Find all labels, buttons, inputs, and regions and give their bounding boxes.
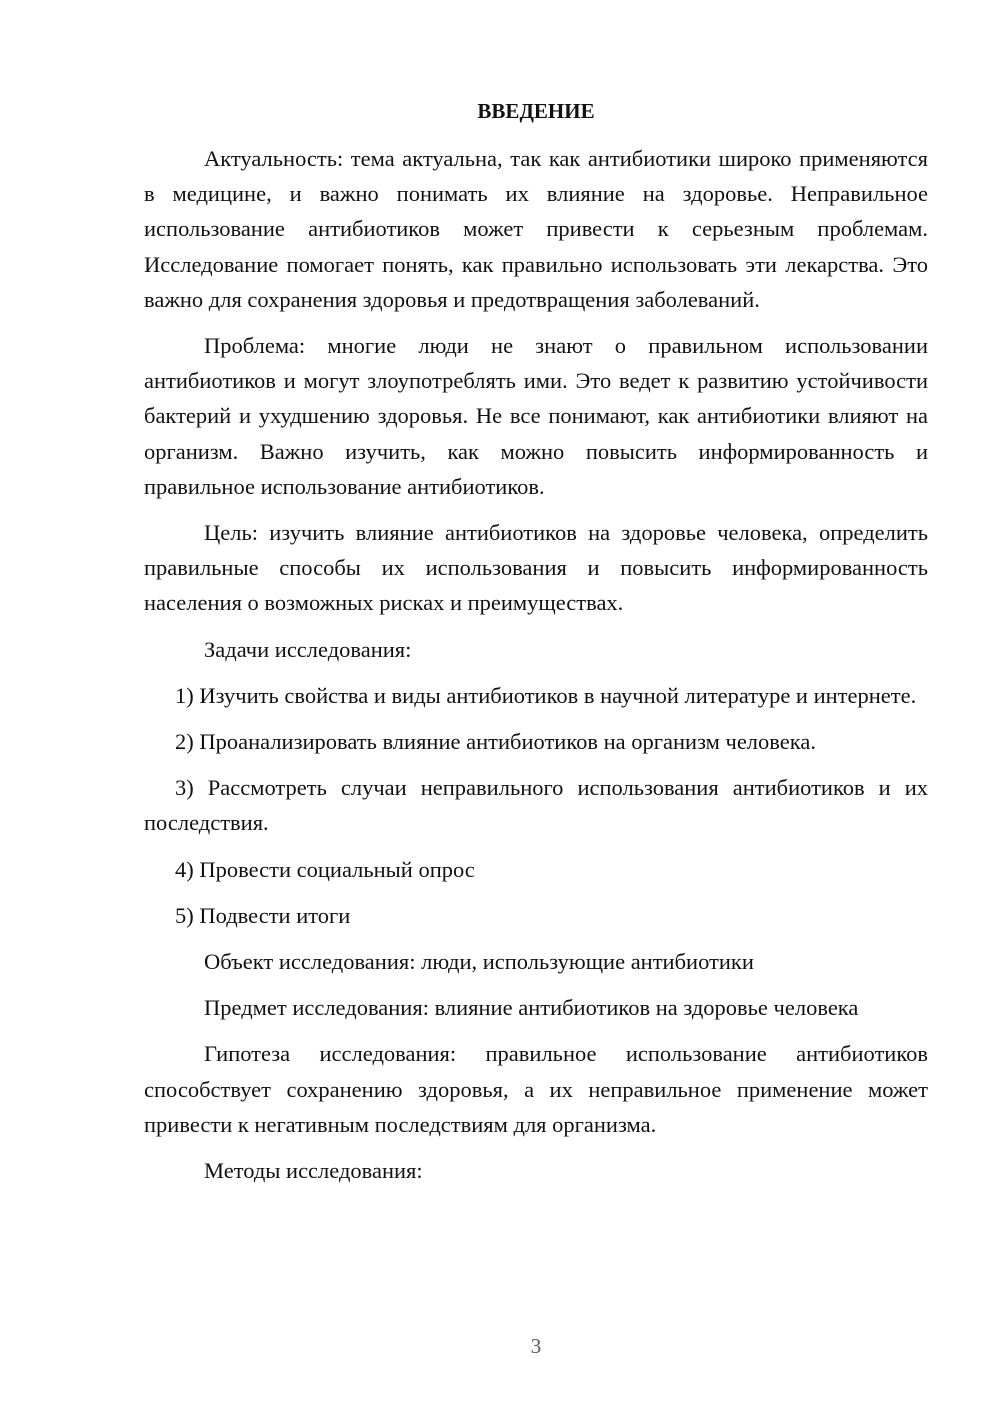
- task-item-1: 1) Изучить свойства и виды антибиотиков в научной литературе и интернете.: [175, 682, 917, 708]
- task-item-3: 3) Рассмотреть случаи неправильного использования антибиотиков и их последствия.: [144, 775, 928, 836]
- research-hypothesis: Гипотеза исследования: правильное использование антибиотиков способствует сохранению здоровья, а их неправильное применение может привести к негативным последствиям для организма.: [144, 1041, 928, 1137]
- page-number: 3: [530, 1334, 542, 1358]
- task-item-4: 4) Провести социальный опрос: [175, 856, 475, 882]
- task-item-5: 5) Подвести итоги: [175, 902, 351, 928]
- research-subject: Предмет исследования: влияние антибиотиков на здоровье человека: [204, 995, 859, 1021]
- research-object: Объект исследования: люди, использующие антибиотики: [204, 949, 754, 975]
- problem-paragraph: Проблема: многие люди не знают о правильном использовании антибиотиков и могут злоупотреблять ими. Это ведет к развитию устойчивости бактерий и ухудшению здоровья. Не все понимают, как антибиотики влияют на организм. Важно изучить, как можно повысить информированность и правильное использование антибиотиков.: [144, 333, 928, 499]
- tasks-heading: Задачи исследования:: [204, 636, 412, 662]
- section-title: ВВЕДЕНИЕ: [477, 99, 595, 123]
- research-methods: Методы исследования:: [204, 1158, 423, 1184]
- relevance-paragraph: Актуальность: тема актуальна, так как антибиотики широко применяются в медицине, и важно понимать их влияние на здоровье. Неправильное использование антибиотиков может привести к серьезным проблемам. Исследование помогает понять, как правильно использовать эти лекарства. Это важно для сохранения здоровья и предотвращения заболеваний.: [144, 146, 928, 312]
- goal-paragraph: Цель: изучить влияние антибиотиков на здоровье человека, определить правильные способы их использования и повысить информированность населения о возможных рисках и преимуществах.: [144, 520, 928, 616]
- task-item-2: 2) Проанализировать влияние антибиотиков на организм человека.: [175, 729, 816, 755]
- document-body: [144, 141, 928, 1188]
